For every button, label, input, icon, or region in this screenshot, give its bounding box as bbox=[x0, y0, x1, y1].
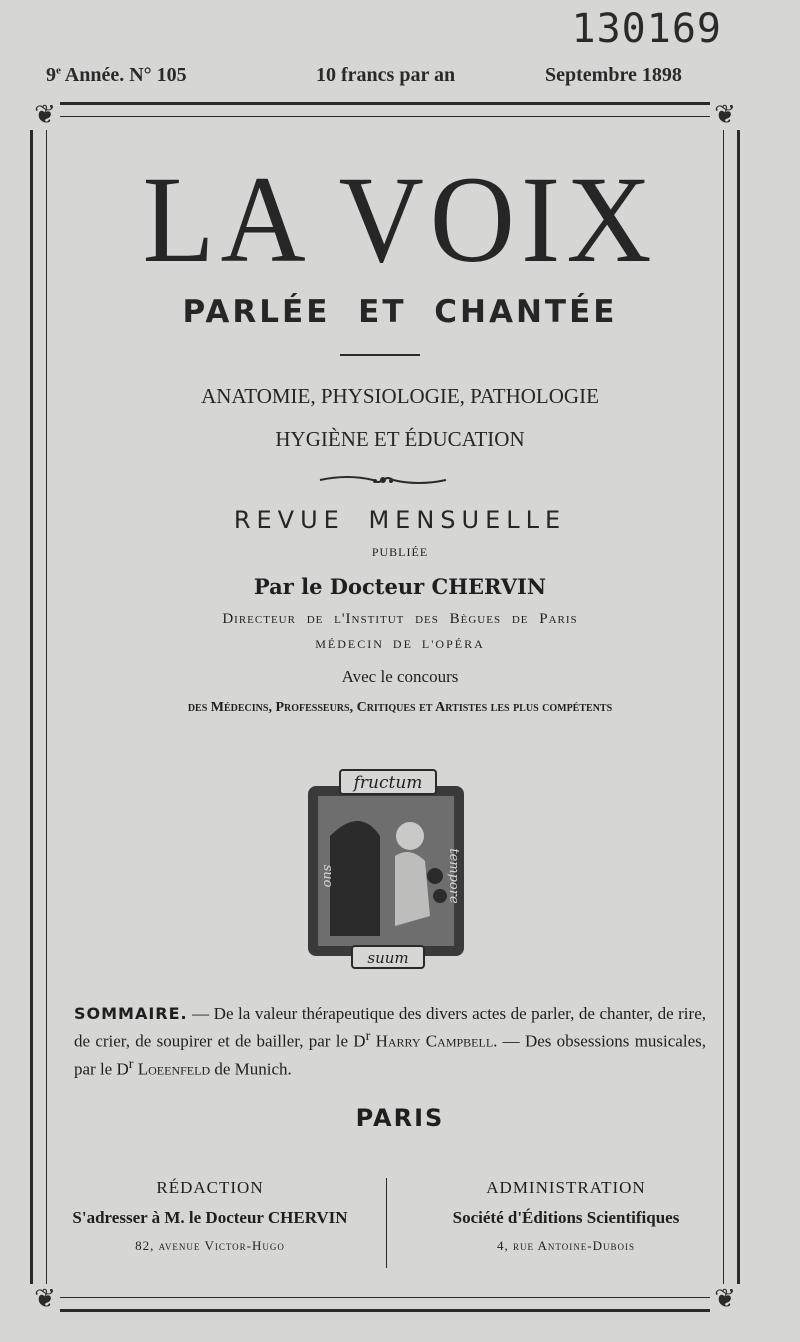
director-line: Directeur de l'Institut des Bègues de Paris bbox=[222, 611, 578, 627]
administration-heading: ADMINISTRATION bbox=[486, 1178, 646, 1197]
corner-ornament-icon: ❦ bbox=[30, 1284, 60, 1314]
sommaire-sup-1: r bbox=[365, 1028, 371, 1044]
publiee-label: PUBLIÉE bbox=[371, 545, 429, 559]
author-line: Par le Docteur CHERVIN bbox=[253, 574, 547, 599]
redaction-address: 82, avenue Victor-Hugo bbox=[135, 1238, 285, 1253]
sommaire-text-3: de Munich. bbox=[210, 1059, 292, 1079]
concours-line: Avec le concours bbox=[341, 667, 459, 686]
flourish-ornament-icon bbox=[318, 470, 448, 490]
emblem-left-text: suo bbox=[320, 864, 335, 888]
corner-ornament-icon: ❦ bbox=[30, 100, 60, 130]
administration-line: Société d'Éditions Scientifiques bbox=[452, 1208, 680, 1227]
sommaire-label: SOMMAIRE. bbox=[74, 1004, 188, 1023]
column-divider bbox=[386, 1178, 387, 1268]
catalog-stamp-number: 130169 bbox=[571, 6, 722, 52]
corner-ornament-icon: ❦ bbox=[710, 100, 740, 130]
emblem-bottom-text: suum bbox=[367, 949, 409, 967]
divider-rule bbox=[340, 354, 420, 356]
topics-line-2: HYGIÈNE ET ÉDUCATION bbox=[275, 427, 525, 451]
table-of-contents bbox=[74, 1003, 706, 1080]
administration-address: 4, rue Antoine-Dubois bbox=[497, 1238, 635, 1253]
sommaire-author-1: Harry Campbell bbox=[370, 1031, 494, 1051]
administration-block bbox=[396, 1178, 736, 1254]
subscription-price: 10 francs par an bbox=[316, 64, 456, 86]
redaction-heading: RÉDACTION bbox=[156, 1178, 264, 1197]
issue-prefix: 9 bbox=[46, 64, 56, 86]
revue-mensuelle: REVUE MENSUELLE bbox=[233, 506, 567, 534]
opera-line: MÉDECIN DE L'OPÉRA bbox=[315, 637, 485, 651]
emblem-right-text: tempore bbox=[446, 848, 461, 904]
printer-emblem bbox=[300, 766, 472, 976]
issue-date: Septembre 1898 bbox=[545, 64, 682, 86]
sommaire-sup-2: r bbox=[128, 1055, 134, 1072]
journal-subtitle: PARLÉE ET CHANTÉE bbox=[182, 294, 618, 330]
publication-city: PARIS bbox=[355, 1104, 445, 1132]
sommaire-text-1: — De la valeur thérapeutique des divers actes de parler, de chanter, de rire, de crier, de soupirer et de bailler, par le D bbox=[74, 1004, 706, 1051]
topics-line-1: ANATOMIE, PHYSIOLOGIE, PATHOLOGIE bbox=[201, 384, 599, 408]
issue-sup: e bbox=[56, 64, 61, 77]
issue-number bbox=[46, 64, 187, 87]
emblem-top-text: fructum bbox=[353, 773, 423, 793]
corner-ornament-icon: ❦ bbox=[710, 1284, 740, 1314]
sommaire-author-2: Loeenfeld bbox=[133, 1059, 211, 1079]
redaction-line: S'adresser à M. le Docteur CHERVIN bbox=[72, 1208, 348, 1227]
contributors-line: des Médecins, Professeurs, Critiques et Artistes les plus compétents bbox=[187, 700, 613, 715]
journal-title: LA VOIX bbox=[142, 150, 658, 289]
issue-rest: Année. N° 105 bbox=[60, 64, 187, 86]
sommaire-text-2: . — Des obsessions musicales, par le D bbox=[74, 1031, 706, 1079]
redaction-block bbox=[40, 1178, 380, 1254]
